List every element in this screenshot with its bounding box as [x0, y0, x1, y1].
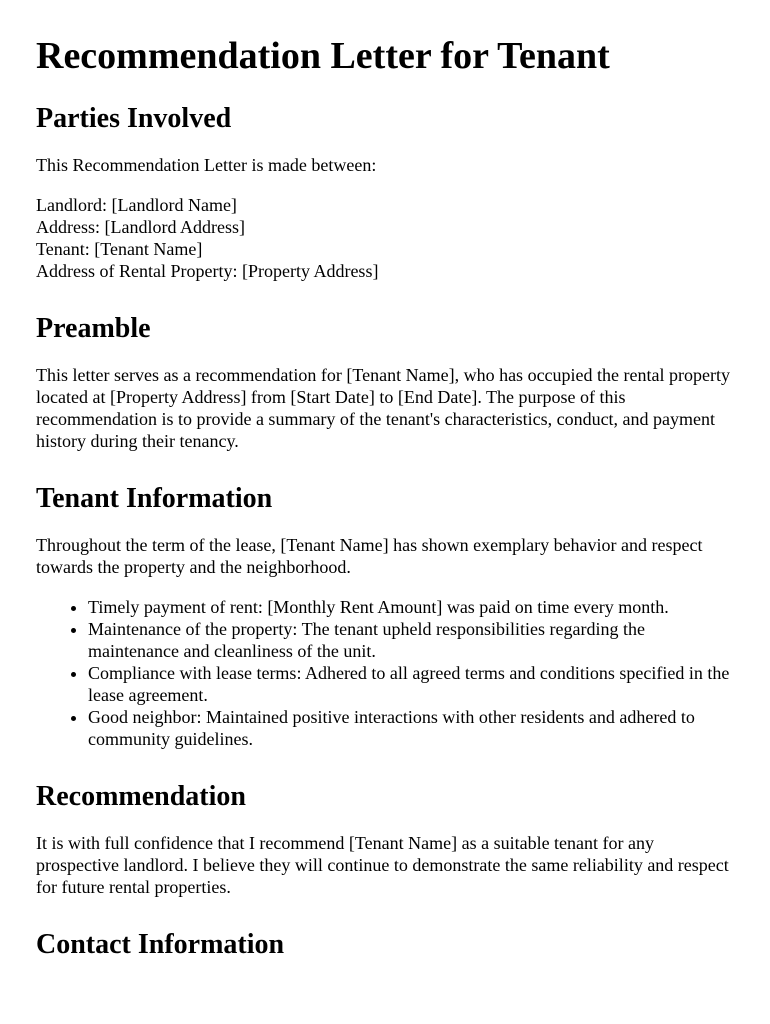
- tenant-info-heading: Tenant Information: [36, 483, 273, 514]
- document-title: Recommendation Letter for Tenant: [36, 35, 610, 77]
- landlord-address-line: Address: [Landlord Address]: [36, 217, 245, 237]
- tenant-info-text: Throughout the term of the lease, [Tenant Name] has shown exemplary behavior and respect towards the property and the neighborhood.: [36, 535, 703, 577]
- preamble-section: [36, 312, 734, 452]
- tenant-info-list: [36, 596, 734, 750]
- property-address-line: Address of Rental Property: [Property Address]: [36, 261, 379, 281]
- list-item: • Maintenance of the property: The tenant upheld responsibilities regarding the maintenance and cleanliness of the unit.: [88, 618, 734, 662]
- tenant-info-section: [36, 482, 734, 750]
- list-item: • Compliance with lease terms: Adhered to all agreed terms and conditions specified in the lease agreement.: [88, 662, 734, 706]
- list-item: • Timely payment of rent: [Monthly Rent Amount] was paid on time every month.: [88, 596, 734, 618]
- tenant-line: Tenant: [Tenant Name]: [36, 239, 203, 259]
- parties-details: [36, 194, 734, 282]
- landlord-line: Landlord: [Landlord Name]: [36, 195, 237, 215]
- parties-intro: This Recommendation Letter is made between:: [36, 155, 377, 175]
- parties-section: [36, 102, 734, 282]
- recommendation-heading: Recommendation: [36, 781, 246, 812]
- preamble-text: This letter serves as a recommendation for [Tenant Name], who has occupied the rental property located at [Property Address] from [Start Date] to [End Date]. The purpose of this recommendation is to provide a summary of the tenant's characteristics, conduct, and payment history during their tenancy.: [36, 365, 730, 451]
- recommendation-text: It is with full confidence that I recommend [Tenant Name] as a suitable tenant for any prospective landlord. I believe they will continue to demonstrate the same reliability and respect for future rental properties.: [36, 833, 729, 897]
- contact-section: [36, 928, 734, 962]
- list-item: • Good neighbor: Maintained positive interactions with other residents and adhered to community guidelines.: [88, 706, 734, 750]
- recommendation-section: [36, 780, 734, 898]
- parties-heading: Parties Involved: [36, 103, 232, 134]
- preamble-heading: Preamble: [36, 313, 151, 344]
- contact-heading: Contact Information: [36, 929, 285, 960]
